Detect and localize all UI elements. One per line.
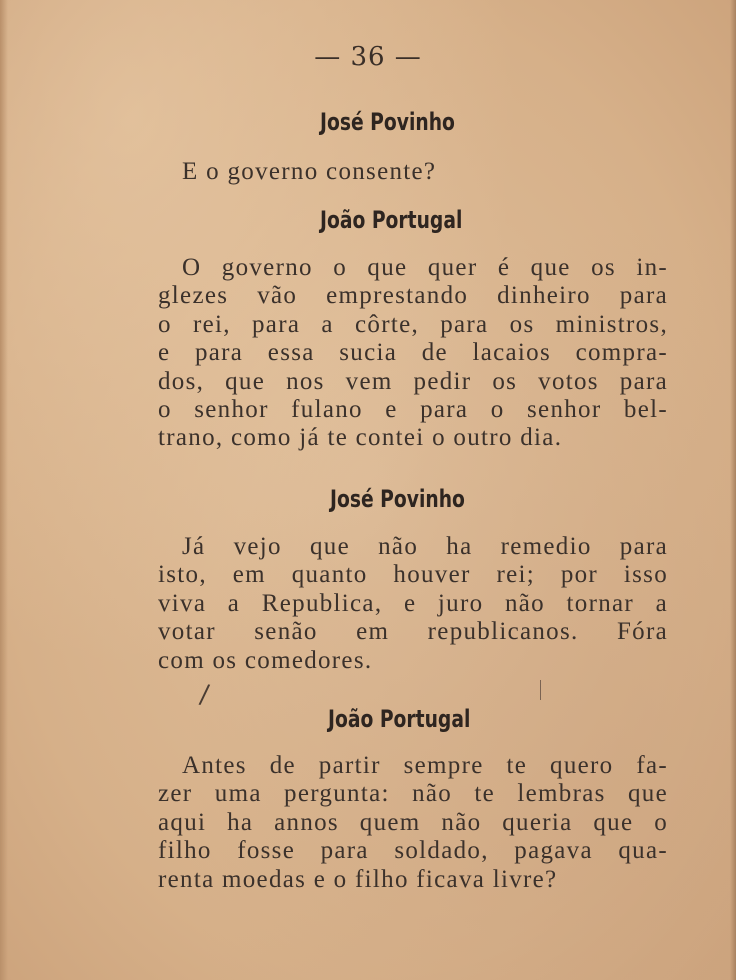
dialogue-paragraph-3 bbox=[158, 533, 668, 675]
speaker-heading-jose-povinho-2: José Povinho bbox=[330, 485, 465, 513]
dialogue-paragraph-1 bbox=[158, 158, 668, 186]
text-line: zer uma pergunta: não te lembras que bbox=[158, 780, 668, 808]
speaker-heading-joao-portugal-2: João Portugal bbox=[328, 705, 471, 733]
text-line: trano, como já te contei o outro dia. bbox=[158, 424, 563, 452]
text-line: votar senão em republicanos. Fóra bbox=[158, 618, 668, 646]
text-line: glezes vão emprestando dinheiro para bbox=[158, 282, 668, 310]
text-line: isto, em quanto houver rei; por isso bbox=[158, 561, 668, 589]
page-number: — 36 — bbox=[314, 42, 422, 72]
pencil-mark: / bbox=[197, 679, 211, 711]
pencil-tick bbox=[540, 680, 541, 700]
text-line: o rei, para a côrte, para os ministros, bbox=[158, 310, 668, 338]
text-line: filho fosse para soldado, pagava qua- bbox=[158, 837, 668, 865]
text-line: viva a Republica, e juro não tornar a bbox=[158, 589, 668, 617]
dialogue-paragraph-2 bbox=[158, 254, 668, 453]
speaker-heading-jose-povinho-1: José Povinho bbox=[320, 108, 455, 136]
text-line: E o governo consente? bbox=[182, 158, 437, 185]
speaker-heading-joao-portugal-1: João Portugal bbox=[320, 206, 463, 234]
dialogue-paragraph-4 bbox=[158, 752, 668, 894]
text-line: renta moedas e o filho ficava livre? bbox=[158, 865, 558, 893]
page-edge-left bbox=[0, 0, 8, 980]
text-line: Antes de partir sempre te quero fa- bbox=[182, 752, 668, 779]
text-line: dos, que nos vem pedir os votos para bbox=[158, 367, 668, 395]
text-line: O governo o que quer é que os in- bbox=[182, 254, 668, 281]
text-line: com os comedores. bbox=[158, 646, 373, 674]
text-line: aqui ha annos quem não queria que o bbox=[158, 808, 668, 836]
text-line: e para essa sucia de lacaios compra- bbox=[158, 339, 668, 367]
page-edge-right bbox=[730, 0, 736, 980]
text-line: o senhor fulano e para o senhor bel- bbox=[158, 396, 668, 424]
text-line: Já vejo que não ha remedio para bbox=[182, 533, 668, 560]
